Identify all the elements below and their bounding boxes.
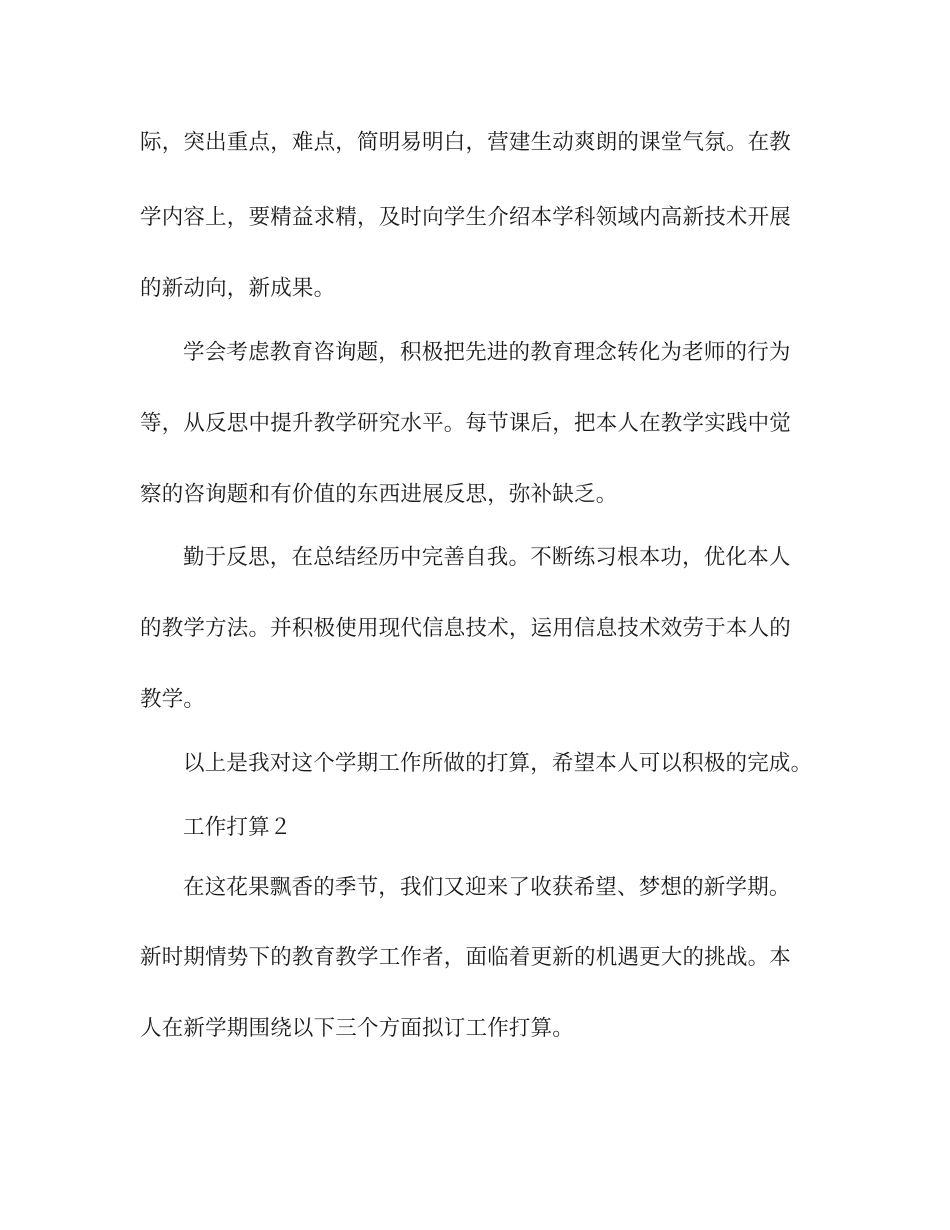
- paragraph-line: 人在新学期围绕以下三个方面拟订工作打算。: [140, 1016, 575, 1041]
- paragraph-line: 勤于反思，在总结经历中完善自我。不断练习根本功，优化本人: [183, 545, 791, 570]
- paragraph-line: 察的咨询题和有价值的东西进展反思，弥补缺乏。: [140, 482, 618, 507]
- paragraph-line: 等，从反思中提升教学研究水平。每节课后，把本人在教学实践中觉: [140, 411, 792, 436]
- paragraph-line: 新时期情势下的教育教学工作者，面临着更新的机遇更大的挑战。本: [140, 945, 792, 970]
- paragraph-line: 的教学方法。并积极使用现代信息技术，运用信息技术效劳于本人的: [140, 616, 792, 641]
- section-heading: 工作打算２: [183, 815, 292, 840]
- paragraph-line: 的新动向，新成果。: [140, 276, 336, 301]
- paragraph-line: 教学。: [140, 687, 206, 712]
- paragraph-line: 学会考虑教育咨询题，积极把先进的教育理念转化为老师的行为: [183, 340, 791, 365]
- paragraph-line: 学内容上，要精益求精，及时向学生介绍本学科领域内高新技术开展: [140, 205, 792, 230]
- paragraph-line: 际，突出重点，难点，简明易明白，营建生动爽朗的课堂气氛。在教: [140, 130, 792, 155]
- paragraph-line: 以上是我对这个学期工作所做的打算，希望本人可以积极的完成。: [183, 751, 813, 776]
- paragraph-line: 在这花果飘香的季节，我们又迎来了收获希望、梦想的新学期。: [183, 875, 791, 900]
